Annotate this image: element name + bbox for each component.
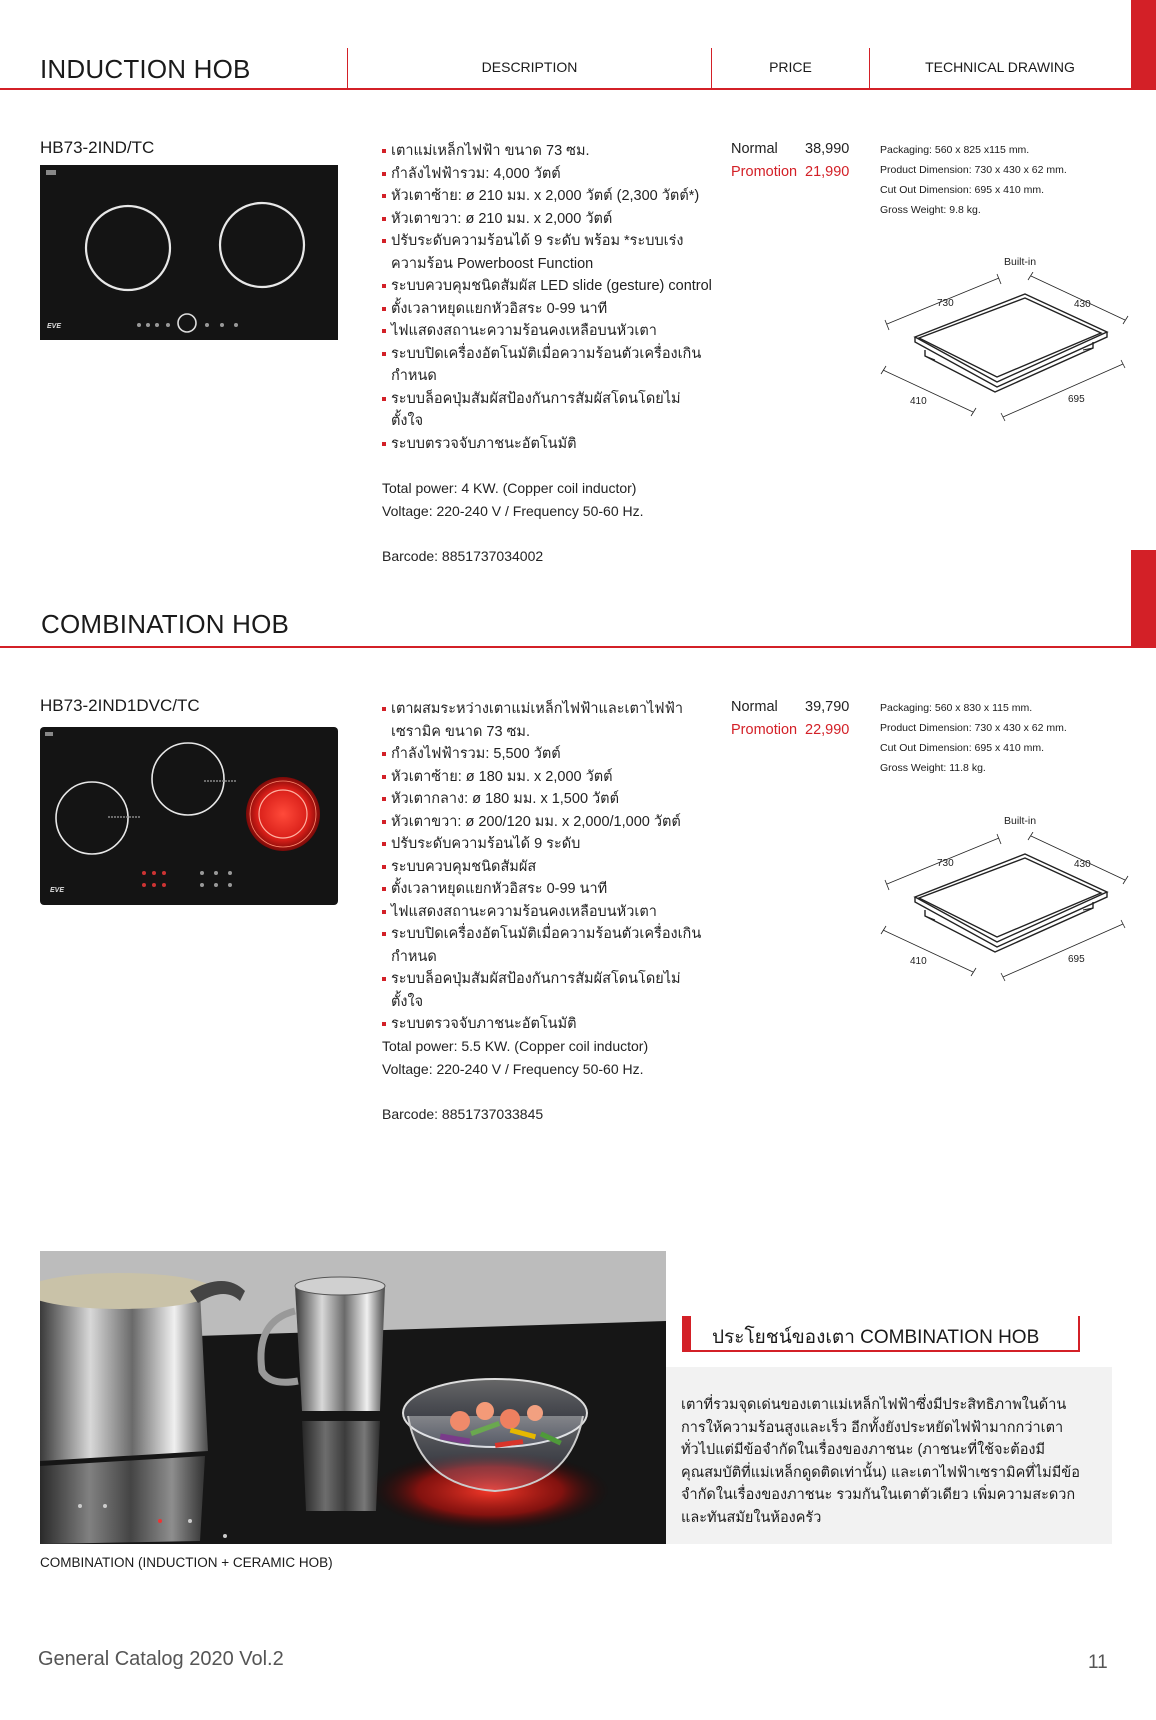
- spec-gross-weight: Gross Weight: 9.8 kg.: [880, 204, 981, 216]
- section-marker-tab: [1131, 0, 1156, 90]
- section-marker-tab: [1131, 550, 1156, 648]
- feature-item: ตั้งเวลาหยุดแยกหัวอิสระ 0-99 นาที: [382, 878, 712, 901]
- hob-illustration: [40, 727, 338, 905]
- column-header-technical-drawing: TECHNICAL DRAWING: [925, 59, 1075, 75]
- spec-product-dimension: Product Dimension: 730 x 430 x 62 mm.: [880, 722, 1067, 734]
- hob-brand-logo: EVE: [50, 887, 65, 894]
- price-normal-label: Normal: [731, 141, 778, 157]
- feature-item: ไฟแสดงสถานะความร้อนคงเหลือบนหัวเตา: [382, 901, 712, 924]
- price-normal-value: 38,990: [805, 141, 850, 157]
- price-promotion-value: 21,990: [805, 164, 850, 180]
- dimension-410: 410: [910, 956, 927, 967]
- spec-gross-weight: Gross Weight: 11.8 kg.: [880, 762, 986, 774]
- price-promotion-label: Promotion: [731, 722, 798, 738]
- dimension-430: 430: [1074, 859, 1091, 870]
- builtin-label: Built-in: [1004, 815, 1037, 827]
- total-power: Total power: 5.5 KW. (Copper coil inductor): [382, 1038, 649, 1054]
- column-header-price: PRICE: [769, 59, 812, 75]
- cookware-photo-illustration: [40, 1251, 666, 1544]
- price-promotion-label: Promotion: [731, 164, 798, 180]
- column-header-description: DESCRIPTION: [481, 59, 578, 75]
- feature-item: ระบบตรวจจับภาชนะอัตโนมัติ: [382, 433, 712, 456]
- voltage: Voltage: 220-240 V / Frequency 50-60 Hz.: [382, 1061, 644, 1077]
- spec-product-dimension: Product Dimension: 730 x 430 x 62 mm.: [880, 164, 1067, 176]
- product-image-induction-hob: [40, 165, 338, 340]
- feature-item: หัวเตาซ้าย: ø 180 มม. x 2,000 วัตต์: [382, 766, 712, 789]
- hob-brand-logo: EVE: [47, 323, 62, 330]
- feature-item: ระบบปิดเครื่องอัตโนมัติเมื่อความร้อนตัวเครื่องเกินกำหนด: [382, 343, 712, 388]
- catalog-title: General Catalog 2020 Vol.2: [38, 1648, 284, 1670]
- section-title-induction: INDUCTION HOB: [40, 54, 251, 84]
- feature-item: ปรับระดับความร้อนได้ 9 ระดับ พร้อม *ระบบเร่งความร้อน Powerboost Function: [382, 230, 712, 275]
- feature-item: หัวเตากลาง: ø 180 มม. x 1,500 วัตต์: [382, 788, 712, 811]
- lifestyle-photo: [40, 1251, 666, 1544]
- benefit-body: เตาที่รวมจุดเด่นของเตาแม่เหล็กไฟฟ้าซึ่งมีประสิทธิภาพในด้านการให้ความร้อนสูงและเร็ว อีกทั้งยังประหยัดไฟฟ้ามากกว่าเตาทั่วไปแต่มีข้อจำกัดในเรื่องของภาชนะ (ภาชนะที่ใช้จะต้องมีคุณสมบัติที่แม่เหล็กดูดติดเท่านั้น) และเตาไฟฟ้าเซรามิคที่ไม่มีข้อจำกัดในเรื่องของภาชนะ รวมกันในเตาตัวเดียว เพิ่มความสะดวกและทันสมัยในห้องครัว: [681, 1397, 1080, 1526]
- feature-list: [382, 140, 712, 455]
- spec-packaging: Packaging: 560 x 830 x 115 mm.: [880, 702, 1033, 714]
- feature-item: ระบบล็อคปุ่มสัมผัสป้องกันการสัมผัสโดนโดยไม่ตั้งใจ: [382, 968, 712, 1013]
- model-number: HB73-2IND1DVC/TC: [40, 696, 200, 715]
- price-normal-value: 39,790: [805, 699, 850, 715]
- dimension-730: 730: [937, 298, 954, 309]
- voltage: Voltage: 220-240 V / Frequency 50-60 Hz.: [382, 503, 644, 519]
- product-image-combination-hob: [40, 727, 338, 905]
- feature-item: ระบบควบคุมชนิดสัมผัส: [382, 856, 712, 879]
- feature-item: เตาผสมระหว่างเตาแม่เหล็กไฟฟ้าและเตาไฟฟ้าเซรามิค ขนาด 73 ซม.: [382, 698, 712, 743]
- price-promotion-value: 22,990: [805, 722, 850, 738]
- spec-cutout-dimension: Cut Out Dimension: 695 x 410 mm.: [880, 742, 1044, 754]
- total-power: Total power: 4 KW. (Copper coil inductor): [382, 480, 637, 496]
- barcode: Barcode: 8851737034002: [382, 548, 544, 564]
- dimension-410: 410: [910, 396, 927, 407]
- dimension-695: 695: [1068, 394, 1085, 405]
- spec-packaging: Packaging: 560 x 825 x115 mm.: [880, 144, 1030, 156]
- model-number: HB73-2IND/TC: [40, 138, 155, 157]
- spec-cutout-dimension: Cut Out Dimension: 695 x 410 mm.: [880, 184, 1044, 196]
- section-title-combination: COMBINATION HOB: [41, 609, 290, 639]
- dimension-730: 730: [937, 858, 954, 869]
- photo-caption: COMBINATION (INDUCTION + CERAMIC HOB): [40, 1555, 333, 1570]
- dimension-695: 695: [1068, 954, 1085, 965]
- header-divider: [0, 646, 1131, 648]
- hob-illustration: [40, 165, 338, 340]
- feature-item: ตั้งเวลาหยุดแยกหัวอิสระ 0-99 นาที: [382, 298, 712, 321]
- benefit-heading: ประโยชน์ของเตา COMBINATION HOB: [712, 1327, 1040, 1348]
- dimension-430: 430: [1074, 299, 1091, 310]
- spec-list: [880, 698, 1067, 778]
- feature-item: หัวเตาขวา: ø 200/120 มม. x 2,000/1,000 วัตต์: [382, 811, 712, 834]
- technical-drawing: [875, 272, 1135, 432]
- feature-item: ไฟแสดงสถานะความร้อนคงเหลือบนหัวเตา: [382, 320, 712, 343]
- feature-item: กำลังไฟฟ้ารวม: 5,500 วัตต์: [382, 743, 712, 766]
- feature-item: เตาแม่เหล็กไฟฟ้า ขนาด 73 ซม.: [382, 140, 712, 163]
- feature-item: ระบบล็อคปุ่มสัมผัสป้องกันการสัมผัสโดนโดยไม่ตั้งใจ: [382, 388, 712, 433]
- technical-drawing: [875, 832, 1135, 992]
- feature-item: ระบบปิดเครื่องอัตโนมัติเมื่อความร้อนตัวเครื่องเกินกำหนด: [382, 923, 712, 968]
- spec-list: [880, 140, 1067, 220]
- benefit-heading-marker: [682, 1316, 691, 1350]
- builtin-label: Built-in: [1004, 256, 1037, 268]
- feature-item: ระบบตรวจจับภาชนะอัตโนมัติ: [382, 1013, 712, 1036]
- feature-item: หัวเตาขวา: ø 210 มม. x 2,000 วัตต์: [382, 208, 712, 231]
- feature-item: ระบบควบคุมชนิดสัมผัส LED slide (gesture) control: [382, 275, 712, 298]
- barcode: Barcode: 8851737033845: [382, 1106, 544, 1122]
- feature-item: ปรับระดับความร้อนได้ 9 ระดับ: [382, 833, 712, 856]
- feature-item: หัวเตาซ้าย: ø 210 มม. x 2,000 วัตต์ (2,300 วัตต์*): [382, 185, 712, 208]
- feature-item: กำลังไฟฟ้ารวม: 4,000 วัตต์: [382, 163, 712, 186]
- feature-list: [382, 698, 712, 1036]
- page-number: 11: [1088, 1652, 1108, 1673]
- header-divider: [0, 88, 1131, 90]
- price-normal-label: Normal: [731, 699, 778, 715]
